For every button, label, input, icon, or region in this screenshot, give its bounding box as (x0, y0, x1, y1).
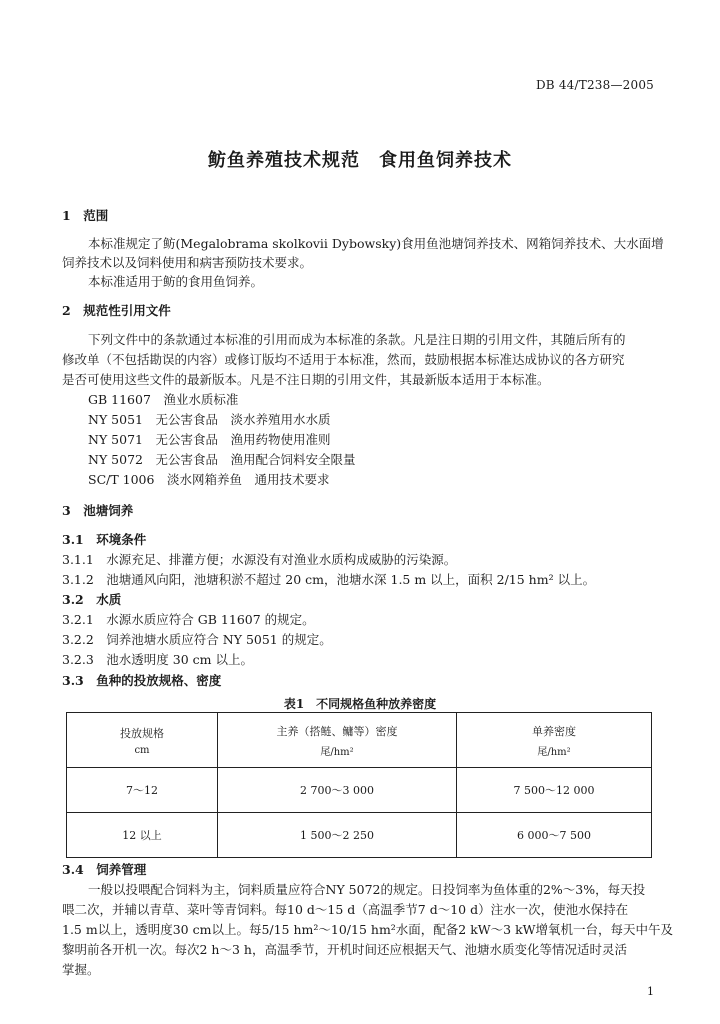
clause-3-2-3: 3.2.3 池水透明度 30 cm 以上。 (62, 652, 253, 667)
document-title: 鲂鱼养殖技术规范 食用鱼饲养技术 (208, 150, 512, 171)
clause-3-1-2: 3.1.2 池塘通风向阳，池塘积淤不超过 20 cm，池塘水深 1.5 m 以上，面积 2/15 hm² 以上。 (62, 572, 596, 587)
standard-code: DB 44/T238—2005 (535, 78, 654, 92)
section-2-paragraph-cont-1: 修改单（不包括勘误的内容）或修订版均不适用于本标准，然而，鼓励根据本标准达成协议的各方研究 (62, 352, 625, 367)
section-1-paragraph-2: 本标准适用于鲂的食用鱼饲养。 (88, 274, 264, 289)
section-3-4-heading: 3.4 饲养管理 (62, 862, 147, 877)
table-cell: 6 000～7 500 (457, 813, 652, 858)
clause-3-1-1: 3.1.1 水源充足、排灌方便；水源没有对渔业水质构成威胁的污染源。 (62, 552, 457, 567)
section-3-1-heading: 3.1 环境条件 (62, 532, 147, 547)
table-caption: 表1 不同规格鱼种放养密度 (283, 697, 437, 711)
reference-item: GB 11607 渔业水质标准 (88, 392, 239, 407)
page-number: 1 (647, 985, 654, 998)
table-header-row (67, 713, 652, 768)
clause-3-2-2: 3.2.2 饲养池塘水质应符合 NY 5051 的规定。 (62, 632, 332, 647)
table-header-cell: 主养（搭鲢、鳙等）密度 尾/hm² (218, 713, 457, 768)
table-row (67, 768, 652, 813)
table-header-cell: 单养密度 尾/hm² (457, 713, 652, 768)
section-3-3-heading: 3.3 鱼种的投放规格、密度 (62, 673, 222, 688)
table-cell: 7 500～12 000 (457, 768, 652, 813)
section-3-4-paragraph-cont: 1.5 m以上，透明度30 cm以上。每5/15 hm²～10/15 hm²水面，配备2 kW～3 kW增氧机一台，每天中午及 (62, 922, 674, 937)
section-3-heading: 3 池塘饲养 (62, 503, 134, 518)
section-3-2-heading: 3.2 水质 (62, 592, 122, 607)
reference-item: NY 5051 无公害食品 淡水养殖用水水质 (88, 412, 331, 427)
reference-item: NY 5072 无公害食品 渔用配合饲料安全限量 (88, 452, 356, 467)
section-3-4-paragraph-cont: 黎明前各开机一次。每次2 h～3 h，高温季节，开机时间还应根据天气、池塘水质变化等情况适时灵活 (62, 942, 627, 957)
section-3-4-paragraph-cont: 喂二次，并辅以青草、菜叶等青饲料。每10 d～15 d（高温季节7 d～10 d）注水一次，使池水保持在 (62, 902, 629, 917)
clause-3-2-1: 3.2.1 水源水质应符合 GB 11607 的规定。 (62, 612, 315, 627)
section-2-heading: 2 规范性引用文件 (62, 303, 171, 318)
table-cell: 7～12 (67, 768, 218, 813)
stocking-density-table (66, 712, 652, 858)
section-3-4-paragraph: 一般以投喂配合饲料为主，饲料质量应符合NY 5072的规定。日投饲率为鱼体重的2%～3%，每天投 (88, 882, 646, 897)
table-row (67, 813, 652, 858)
table-cell: 12 以上 (67, 813, 218, 858)
section-2-paragraph: 下列文件中的条款通过本标准的引用而成为本标准的条款。凡是注日期的引用文件，其随后所有的 (88, 332, 626, 347)
table-header-cell: 投放规格 cm (67, 713, 218, 768)
table-cell: 2 700～3 000 (218, 768, 457, 813)
table-cell: 1 500～2 250 (218, 813, 457, 858)
section-1-paragraph-1-cont: 饲养技术以及饲料使用和病害预防技术要求。 (62, 255, 313, 270)
reference-item: SC/T 1006 淡水网箱养鱼 通用技术要求 (88, 472, 330, 487)
reference-item: NY 5071 无公害食品 渔用药物使用准则 (88, 432, 331, 447)
section-1-heading: 1 范围 (62, 208, 109, 223)
section-1-paragraph-1: 本标准规定了鲂(Megalobrama skolkovii Dybowsky)食用鱼池塘饲养技术、网箱饲养技术、大水面增 (88, 236, 664, 251)
section-3-4-paragraph-cont: 掌握。 (62, 962, 100, 977)
section-2-paragraph-cont-2: 是否可使用这些文件的最新版本。凡是不注日期的引用文件，其最新版本适用于本标准。 (62, 372, 550, 387)
